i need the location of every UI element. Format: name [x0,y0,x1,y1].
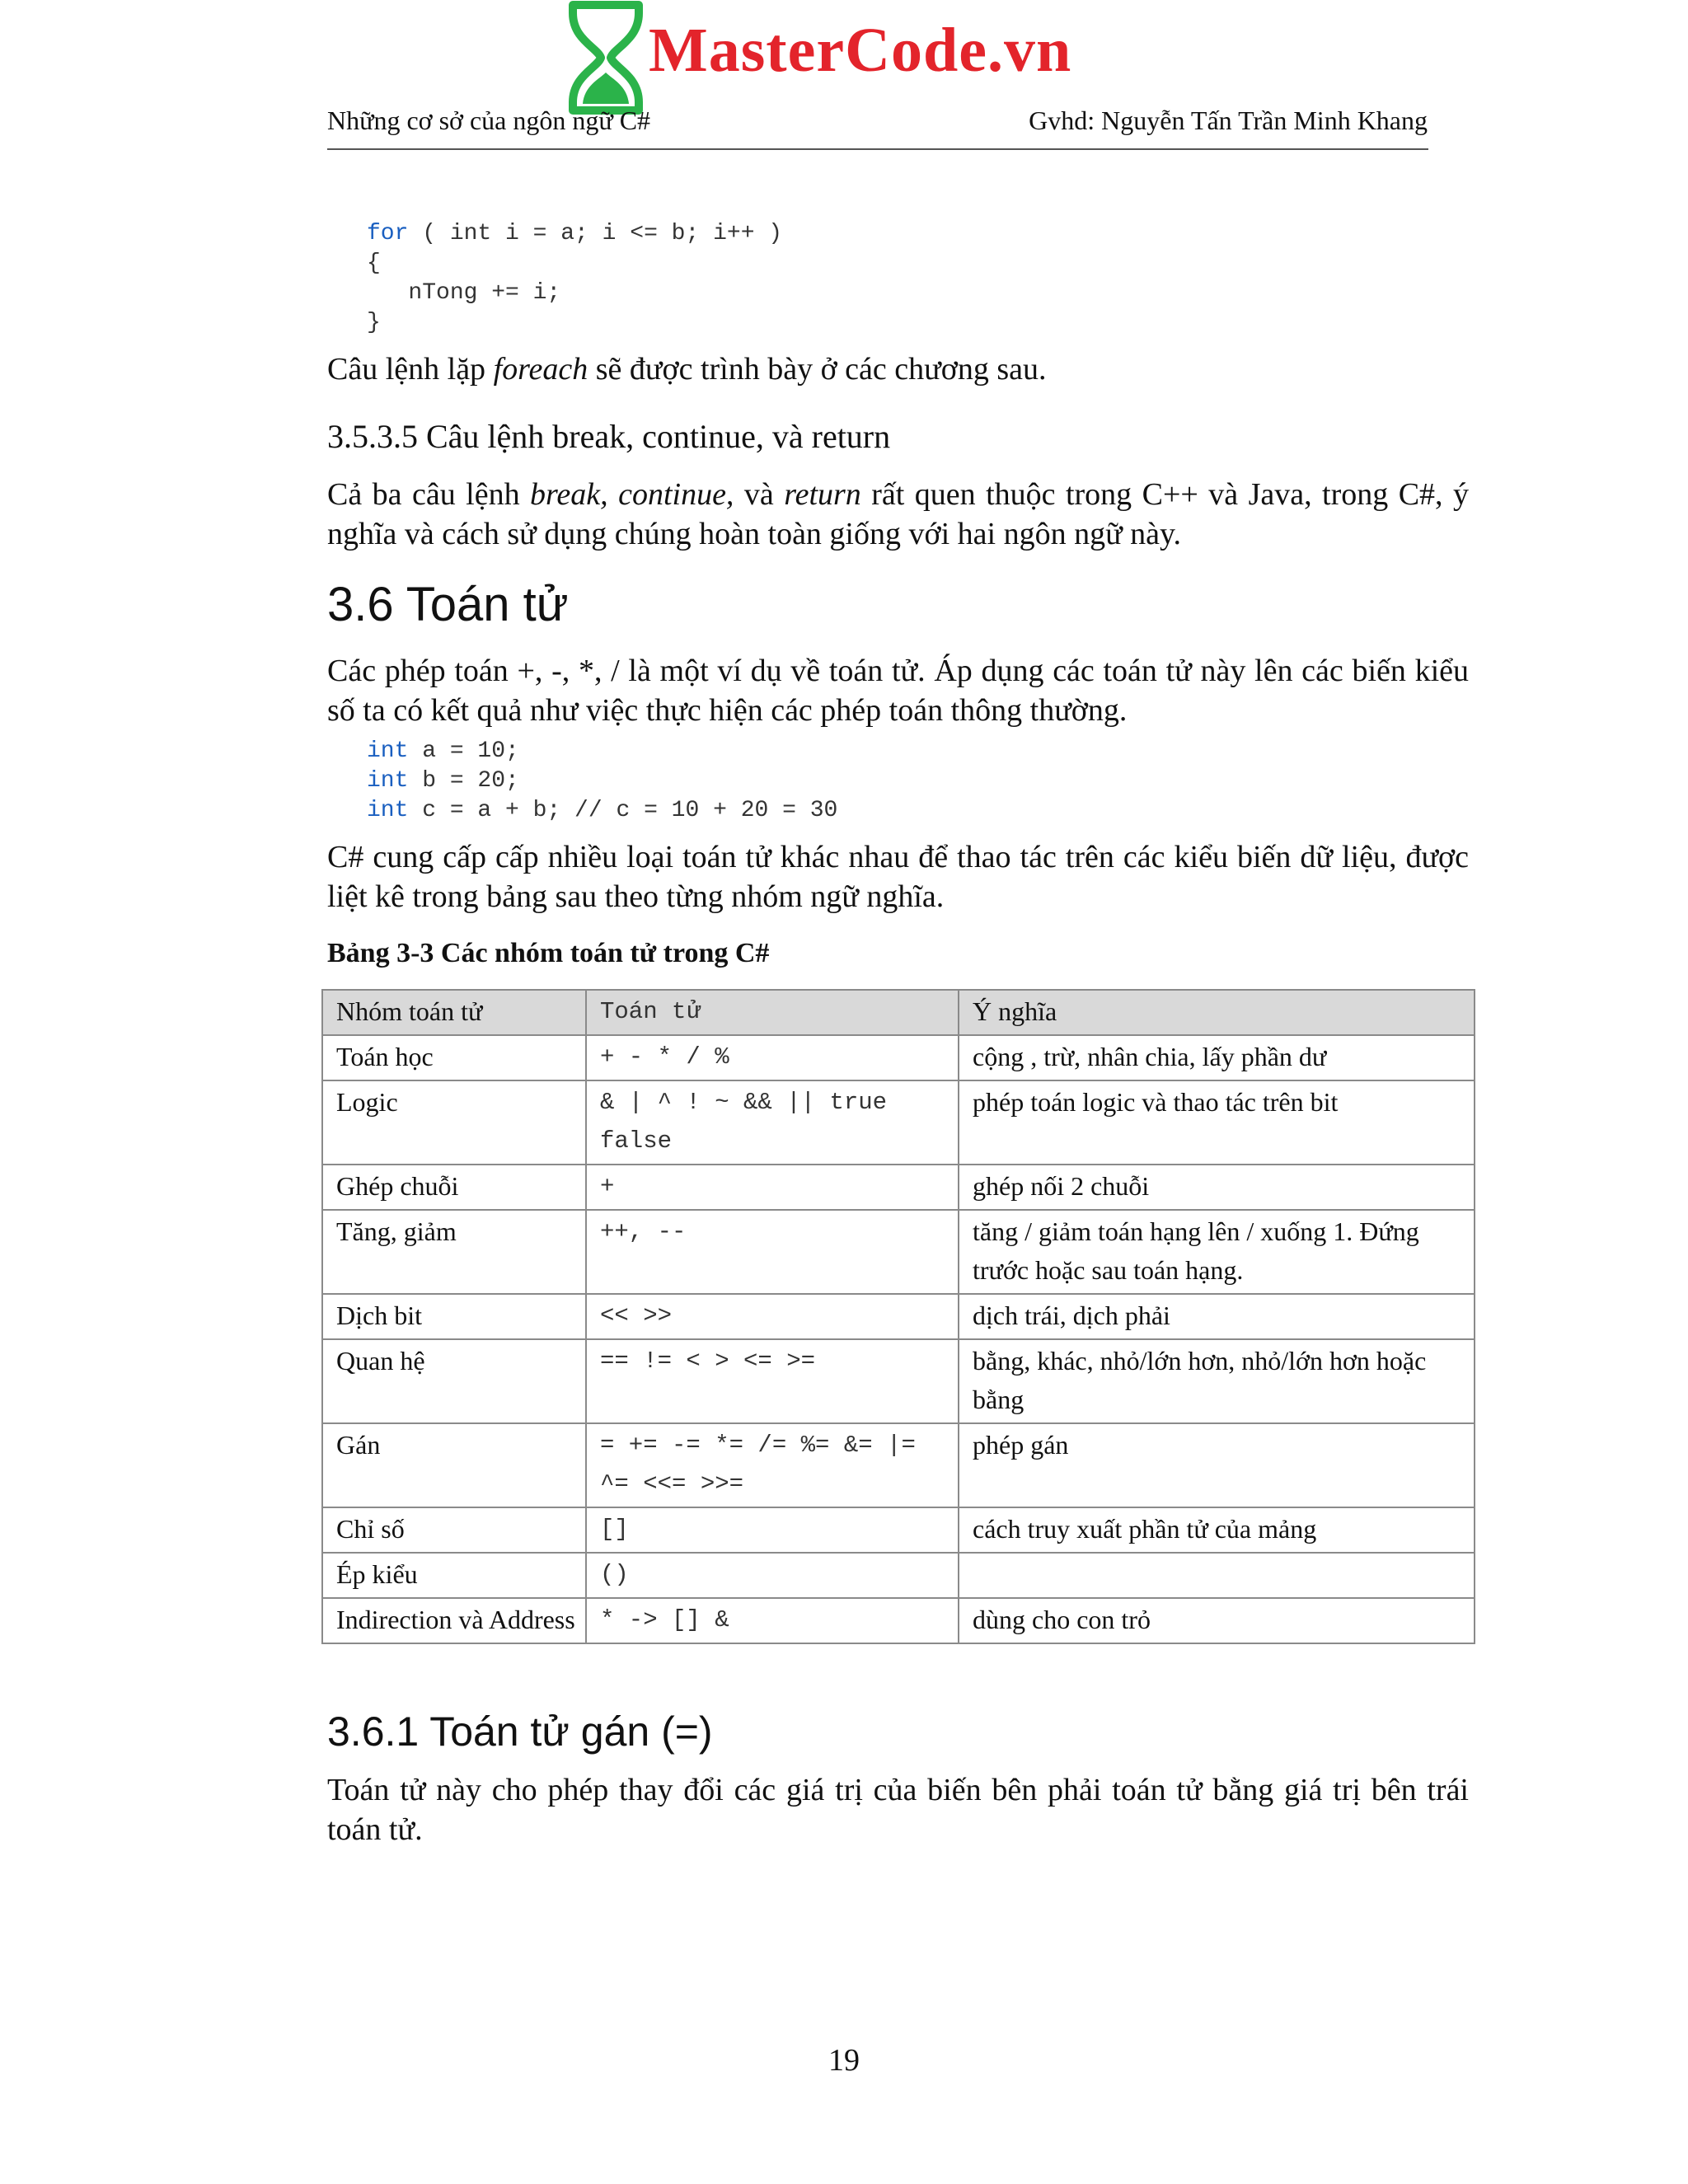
meaning-cell: dùng cho con trỏ [959,1598,1475,1643]
header-right: Gvhd: Nguyễn Tấn Trần Minh Khang [1029,105,1428,135]
operators-cell: () [586,1553,959,1598]
operators-cell: ++, -- [586,1210,959,1294]
header-rule [327,148,1428,150]
operators-table [321,989,1475,1644]
group-cell: Quan hệ [322,1339,586,1423]
operators-cell: << >> [586,1294,959,1339]
code-line [367,798,837,823]
code-line: { [367,251,381,276]
code-keyword: int [367,798,409,823]
code-text: b = 20; [408,768,519,794]
group-cell: Toán học [322,1035,586,1080]
operators-cell: * -> [] & [586,1598,959,1643]
text: và [734,477,785,512]
code-line [367,768,519,794]
table-row [322,1165,1475,1210]
code-block-int [367,737,837,826]
code-keyword: int [367,768,409,794]
emphasis: return [784,477,861,512]
meaning-cell: dịch trái, dịch phải [959,1294,1475,1339]
operators-cell: == != < > <= >= [586,1339,959,1423]
table-row [322,1035,1475,1080]
table-row [322,1553,1475,1598]
group-cell: Chỉ số [322,1507,586,1553]
operators-cell: & | ^ ! ~ && || true false [586,1080,959,1165]
section-heading: 3.5.3.5 Câu lệnh break, continue, và return [327,418,891,455]
paragraph-operators: Các phép toán +, -, *, / là một ví dụ về toán tử. Áp dụng các toán tử này lên các biến kiểu số ta có kết quả như việc thực hiện các phép toán thông thường. [327,654,1469,728]
column-header: Nhóm toán tử [322,990,586,1035]
table-row [322,1339,1475,1423]
header-left: Những cơ sở của ngôn ngữ C# [327,105,651,135]
section-heading: 3.6.1 Toán tử gán (=) [327,1708,713,1755]
table-row [322,1210,1475,1294]
group-cell: Gán [322,1423,586,1507]
emphasis: break, continue, [530,477,734,512]
group-cell: Dịch bit [322,1294,586,1339]
text: rất quen thuộc trong C++ và Java, trong C#, ý nghĩa và cách sử dụng chúng hoàn toàn giống với hai ngôn ngữ này. [327,477,1469,551]
code-keyword: int [367,738,409,764]
meaning-cell: cách truy xuất phần tử của mảng [959,1507,1475,1553]
logo-brand-text: MasterCode.vn [649,16,1072,85]
group-cell: Indirection và Address [322,1598,586,1643]
meaning-cell: cộng , trừ, nhân chia, lấy phần dư [959,1035,1475,1080]
operators-cell: [] [586,1507,959,1553]
group-cell: Ghép chuỗi [322,1165,586,1210]
operators-cell: = += -= *= /= %= &= |= ^= <<= >>= [586,1423,959,1507]
emphasis: foreach [493,352,588,387]
code-keyword: for [367,221,409,246]
paragraph-foreach [327,349,1469,389]
table-header-row [322,990,1475,1035]
code-block-for [367,219,782,338]
group-cell: Ép kiểu [322,1553,586,1598]
group-cell: Logic [322,1080,586,1165]
group-cell: Tăng, giảm [322,1210,586,1294]
text: Câu lệnh lặp [327,352,494,387]
text: sẽ được trình bày ở các chương sau. [588,352,1047,387]
operators-cell: + [586,1165,959,1210]
meaning-cell: tăng / giảm toán hạng lên / xuống 1. Đứng trước hoặc sau toán hạng. [959,1210,1475,1294]
code-line [367,738,519,764]
table-row [322,1080,1475,1165]
meaning-cell [959,1553,1475,1598]
operators-cell: + - * / % [586,1035,959,1080]
meaning-cell: phép toán logic và thao tác trên bit [959,1080,1475,1165]
column-header: Ý nghĩa [959,990,1475,1035]
table-caption: Bảng 3-3 Các nhóm toán tử trong C# [327,938,770,968]
paragraph-break [327,475,1469,554]
text: Cả ba câu lệnh [327,477,531,512]
code-line: nTong += i; [367,280,561,306]
paragraph-csharp: C# cung cấp cấp nhiều loại toán tử khác nhau để thao tác trên các kiểu biến dữ liệu, được liệt kê trong bảng sau theo từng nhóm ngữ nghĩa. [327,840,1469,914]
hourglass-icon [565,0,647,115]
code-text: a = 10; [408,738,519,764]
code-text: c = a + b; // c = 10 + 20 = 30 [408,798,838,823]
meaning-cell: ghép nối 2 chuỗi [959,1165,1475,1210]
table-row [322,1598,1475,1643]
code-text: ( int i = a; i <= b; i++ ) [408,221,783,246]
page-number: 19 [828,2043,860,2078]
site-logo [556,0,1150,115]
table-row [322,1423,1475,1507]
code-line: } [367,310,381,335]
meaning-cell: bằng, khác, nhỏ/lớn hơn, nhỏ/lớn hơn hoặc bằng [959,1339,1475,1423]
column-header: Toán tử [586,990,959,1035]
paragraph-assign: Toán tử này cho phép thay đổi các giá trị của biến bên phải toán tử bằng giá trị bên trái toán tử. [327,1773,1469,1847]
table-row [322,1507,1475,1553]
meaning-cell: phép gán [959,1423,1475,1507]
section-heading: 3.6 Toán tử [327,578,569,631]
code-line [367,221,782,246]
table-row [322,1294,1475,1339]
